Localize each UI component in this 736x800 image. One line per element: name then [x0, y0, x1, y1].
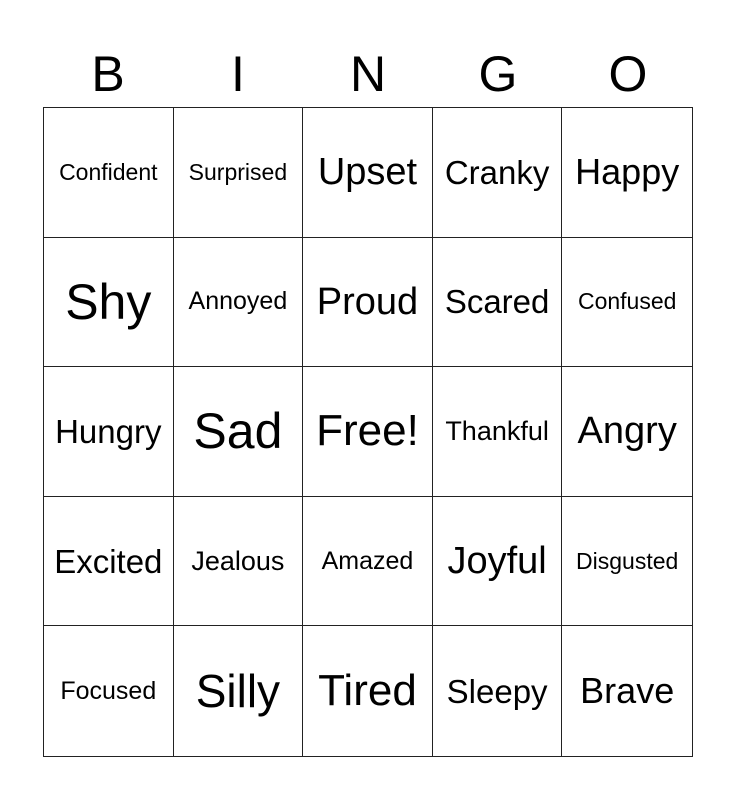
bingo-cell: Tired [303, 626, 433, 756]
bingo-cell: Silly [174, 626, 304, 756]
header-letter-i: I [231, 46, 245, 102]
bingo-cell: Thankful [433, 367, 563, 497]
bingo-header [43, 40, 693, 108]
header-letter-o: O [608, 46, 648, 102]
bingo-cell: Excited [44, 497, 174, 627]
bingo-cell: Confident [44, 108, 174, 238]
bingo-cell: Shy [44, 238, 174, 368]
bingo-board [43, 107, 693, 757]
bingo-cell: Upset [303, 108, 433, 238]
bingo-cell: Hungry [44, 367, 174, 497]
bingo-cell: Surprised [174, 108, 304, 238]
header-letter-g: G [478, 46, 518, 102]
bingo-cell: Sad [174, 367, 304, 497]
bingo-cell: Disgusted [562, 497, 692, 627]
bingo-cell: Brave [580, 670, 675, 712]
bingo-cell: Amazed [303, 497, 433, 627]
bingo-cell: Cranky [433, 108, 563, 238]
header-letter-b: B [91, 46, 125, 102]
bingo-cell: Focused [44, 626, 174, 756]
header-letter-n: N [349, 46, 387, 102]
bingo-cell: Happy [562, 108, 692, 238]
bingo-cell: Jealous [174, 497, 304, 627]
bingo-cell: Confused [562, 238, 692, 368]
bingo-cell: Joyful [433, 497, 563, 627]
bingo-cell: Angry [562, 367, 692, 497]
bingo-cell: Proud [303, 238, 433, 368]
bingo-cell: Annoyed [174, 238, 304, 368]
free-space-cell: Free! [303, 367, 433, 497]
bingo-cell: Scared [433, 238, 563, 368]
bingo-cell: Sleepy [433, 626, 563, 756]
